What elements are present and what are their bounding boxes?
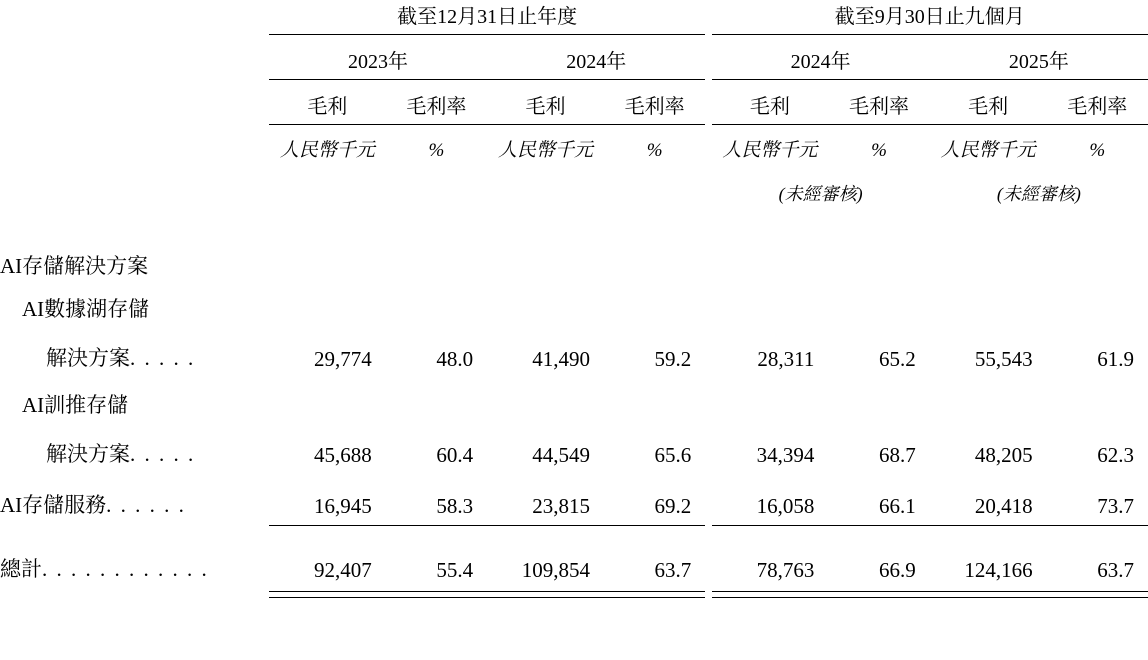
row-label-training-solution <box>0 421 269 472</box>
unit-rmb-thousand-2023: 人民幣千元 <box>279 140 375 161</box>
cell-gp-2024a: 23,815 <box>532 494 590 518</box>
table-row <box>0 472 1148 523</box>
metric-header-gross-margin-2024n: 毛利率 <box>828 90 929 125</box>
row-label-ai-data-lake-storage: AI數據湖存儲 <box>22 297 150 321</box>
cell-gp-2024n: 34,394 <box>756 443 815 467</box>
metric-header-gross-profit-2023: 毛利 <box>269 90 386 125</box>
cell-gm-2024n: 68.7 <box>878 443 916 467</box>
cell-gm-2023: 60.4 <box>436 443 474 467</box>
cell-gm-2024a: 69.2 <box>654 494 692 518</box>
row-label-text: 解決方案 <box>46 346 130 370</box>
row-label-ai-training-inference-storage: AI訓推存儲 <box>22 393 129 417</box>
total-gp-2024a: 109,854 <box>521 558 590 582</box>
cell-gm-2024a: 65.6 <box>654 443 692 467</box>
year-header-2025-nine-months: 2025年 <box>930 45 1148 80</box>
metric-header-gross-margin-2024a: 毛利率 <box>604 90 705 125</box>
row-leader-dots: . . . . . . <box>106 493 186 517</box>
header-spacer-1 <box>0 35 1148 46</box>
group-header-nine-months: 截至9月30日止九個月 <box>712 0 1148 35</box>
total-gp-2024n: 78,763 <box>756 558 815 582</box>
total-gp-2023: 92,407 <box>314 558 372 582</box>
total-gp-2025n: 124,166 <box>964 558 1033 582</box>
metric-header-gross-profit-2024a: 毛利 <box>487 90 604 125</box>
row-label-datalake-solution <box>0 325 269 376</box>
cell-gm-2023: 48.0 <box>436 347 474 371</box>
cell-gm-2024a: 59.2 <box>654 347 692 371</box>
cell-gm-2024n: 66.1 <box>878 494 916 518</box>
metric-header-gross-margin-2025n: 毛利率 <box>1047 90 1148 125</box>
row-leader-dots: . . . . . . . . . . . . <box>42 557 209 581</box>
bottom-rule-row-2 <box>0 592 1148 598</box>
unit-rmb-thousand-2025n: 人民幣千元 <box>940 140 1036 161</box>
cell-gp-2025n: 48,205 <box>974 443 1033 467</box>
cell-gp-2024n: 16,058 <box>756 494 815 518</box>
unit-rmb-thousand-2024a: 人民幣千元 <box>498 140 594 161</box>
section-title-row <box>0 236 1148 280</box>
year-header-2024-annual: 2024年 <box>487 45 705 80</box>
total-gm-2025n: 63.7 <box>1097 558 1134 582</box>
header-spacer-2 <box>0 80 1148 91</box>
unit-percent-2024a: % <box>646 140 663 161</box>
year-header-2023: 2023年 <box>269 45 487 80</box>
row-label-ai-storage-services <box>0 472 269 523</box>
header-spacer-3 <box>0 125 1148 136</box>
cell-gp-2024n: 28,311 <box>757 347 815 371</box>
table-year-header-row <box>0 45 1148 80</box>
row-leader-dots: . . . . . <box>130 346 196 370</box>
cell-gm-2023: 58.3 <box>436 494 474 518</box>
unaudited-note-2025n: (未經審核) <box>996 184 1081 204</box>
unit-percent-2024n: % <box>871 140 887 161</box>
cell-gm-2024n: 65.2 <box>878 347 916 371</box>
body-spacer <box>0 206 1148 236</box>
total-gm-2024n: 66.9 <box>878 558 916 582</box>
total-gm-2023: 55.4 <box>436 558 474 582</box>
table-metric-header-row <box>0 90 1148 125</box>
unit-rmb-thousand-2024n: 人民幣千元 <box>722 140 818 161</box>
metric-header-gross-profit-2024n: 毛利 <box>712 90 829 125</box>
unaudited-note-2024n: (未經審核) <box>778 184 863 204</box>
table-row <box>0 325 1148 376</box>
unit-percent-2025n: % <box>1089 140 1106 161</box>
cell-gm-2025n: 73.7 <box>1097 494 1134 518</box>
cell-gm-2025n: 62.3 <box>1097 443 1134 467</box>
table-unaudited-row <box>0 162 1148 206</box>
cell-gp-2025n: 55,543 <box>974 347 1033 371</box>
cell-gp-2024a: 44,549 <box>532 443 590 467</box>
table-total-row <box>0 526 1148 588</box>
cell-gp-2024a: 41,490 <box>532 347 590 371</box>
table-row <box>0 421 1148 472</box>
total-gm-2024a: 63.7 <box>654 558 692 582</box>
year-header-2024-nine-months: 2024年 <box>712 45 930 80</box>
cell-gp-2023: 29,774 <box>314 347 372 371</box>
metric-header-gross-profit-2025n: 毛利 <box>930 90 1047 125</box>
row-label-text: 總計 <box>0 557 42 581</box>
cell-gp-2023: 45,688 <box>314 443 372 467</box>
cell-gm-2025n: 61.9 <box>1097 347 1134 371</box>
row-label-text: 解決方案 <box>46 442 130 466</box>
table-row-label-datalake <box>0 280 1148 325</box>
row-leader-dots: . . . . . <box>130 442 196 466</box>
cell-gp-2025n: 20,418 <box>974 494 1033 518</box>
cell-gp-2023: 16,945 <box>314 494 372 518</box>
table-row-label-training <box>0 376 1148 421</box>
empty-corner <box>0 0 269 35</box>
section-title-ai-storage-solutions: AI存儲解決方案 <box>0 254 149 278</box>
table-group-header-row <box>0 0 1148 35</box>
row-label-total <box>0 526 269 588</box>
metric-header-gross-margin-2023: 毛利率 <box>386 90 487 125</box>
group-header-annual: 截至12月31日止年度 <box>269 0 705 35</box>
table-unit-row <box>0 135 1148 162</box>
unit-percent-2023: % <box>428 140 445 161</box>
row-label-text: AI存儲服務 <box>0 493 107 517</box>
